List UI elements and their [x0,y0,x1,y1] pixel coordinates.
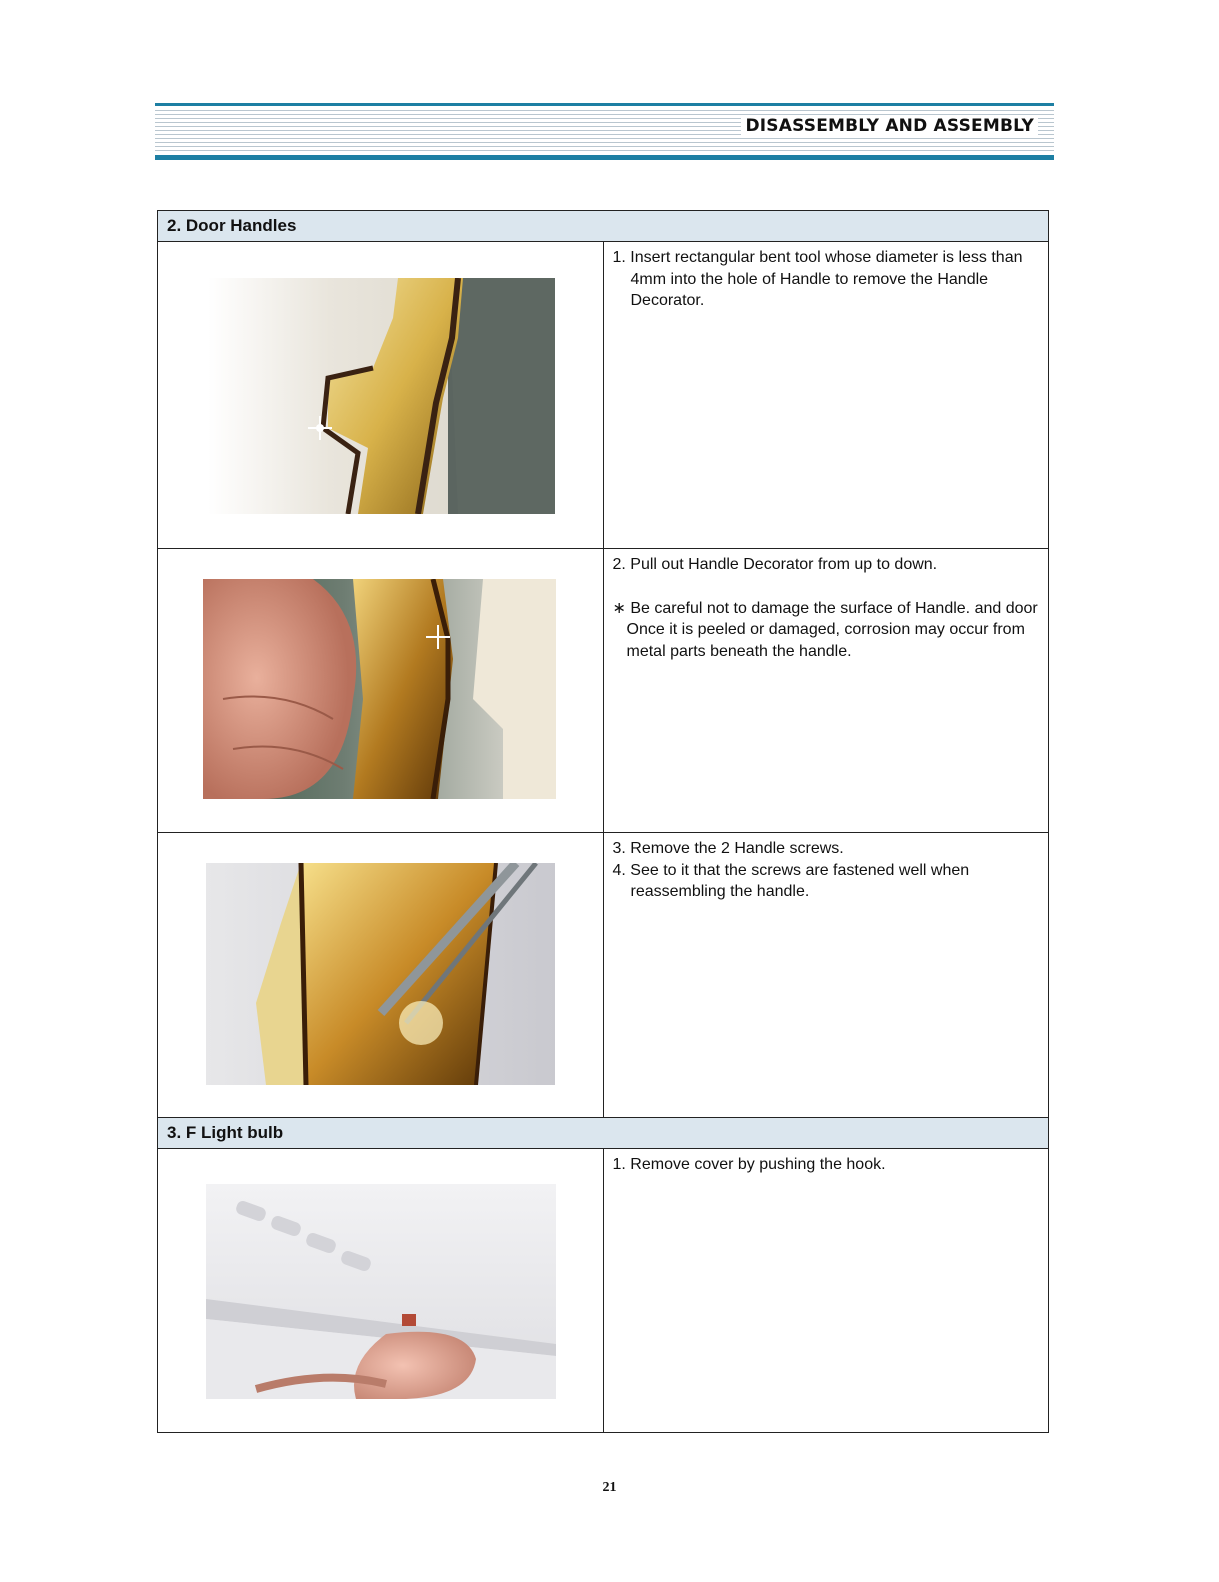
photo-cell [158,1149,604,1433]
instruction-step: 1. Insert rectangular bent tool whose diameter is less than 4mm into the hole of Handle to remove the Handle Decorator. [612,249,1023,309]
header-title: DISASSEMBLY AND ASSEMBLY [741,116,1038,136]
instruction-cell [603,242,1049,549]
header-rule-top [155,103,1054,106]
instruction-step: 4. See to it that the screws are fastened well when reassembling the handle. [612,861,970,900]
page-header [155,103,1054,161]
instruction-cell [603,833,1049,1118]
instruction-step: 1. Remove cover by pushing the hook. [612,1156,886,1173]
handle-screws-photo [206,863,555,1085]
pull-decorator-photo [203,579,556,799]
section-title: 2. Door Handles [158,211,1049,242]
photo-cell [158,242,604,549]
procedure-table [157,210,1049,1433]
photo-cell [158,549,604,833]
instruction-cell [603,549,1049,833]
instruction-cell [603,1149,1049,1433]
caution-note: ∗ Be careful not to damage the surface of Handle. and door Once it is peeled or damaged, corrosion may occur from metal parts beneath the handle. [612,599,1038,660]
instruction-step: 3. Remove the 2 Handle screws. [612,840,844,857]
photo-cell [158,833,604,1118]
handle-decorator-photo [208,278,555,514]
instruction-step: 2. Pull out Handle Decorator from up to down. [612,556,938,573]
section-title: 3. F Light bulb [158,1118,1049,1149]
header-rule-bottom [155,155,1054,160]
light-cover-photo [206,1184,556,1399]
page-number: 21 [602,1480,617,1495]
